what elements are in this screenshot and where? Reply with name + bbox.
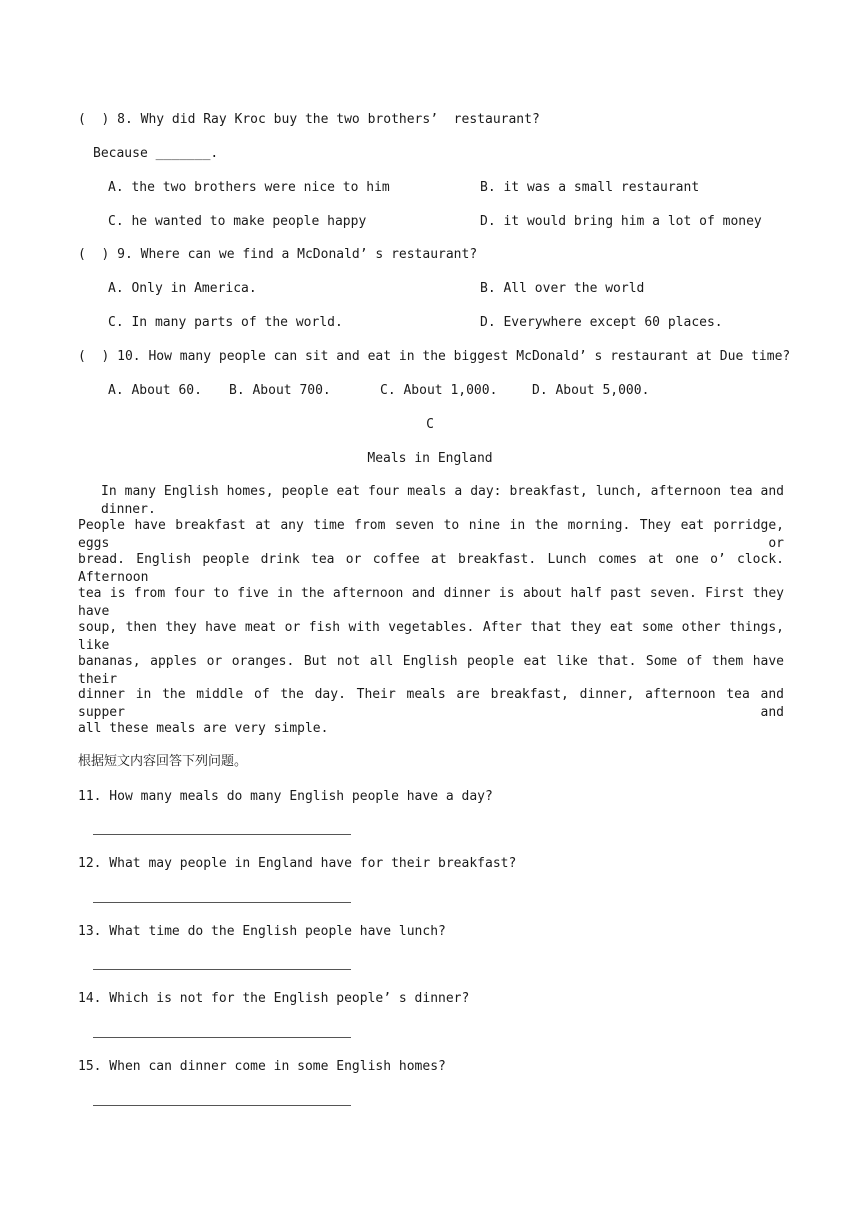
question-9-option-b: B. All over the world [480,281,645,296]
question-10-stem: ( ) 10. How many people can sit and eat in the biggest McDonald’ s restaurant at Due time? [78,349,791,364]
question-10-option-b: B. About 700. [229,383,331,398]
passage-line-3: bread. English people drink tea or coffee at breakfast. Lunch comes at one o’ clock. Afternoon [78,552,784,585]
passage-line-5: soup, then they have meat or fish with vegetables. After that they eat some other things, like [78,620,784,653]
passage-line-7: dinner in the middle of the day. Their meals are breakfast, dinner, afternoon tea and supper and [78,687,784,720]
passage-line-6: bananas, apples or oranges. But not all English people eat like that. Some of them have their [78,654,784,687]
answer-line-15[interactable] [93,1105,351,1106]
question-8-option-c: C. he wanted to make people happy [108,214,367,229]
passage-line-8: all these meals are very simple. [78,721,329,736]
section-letter: C [426,417,434,432]
question-14: 14. Which is not for the English people’ s dinner? [78,991,470,1006]
question-11: 11. How many meals do many English people have a day? [78,789,493,804]
passage-line-4: tea is from four to five in the afternoon and dinner is about half past seven. First they have [78,586,784,619]
question-10-option-a: A. About 60. [108,383,202,398]
question-15: 15. When can dinner come in some English homes? [78,1059,446,1074]
question-12: 12. What may people in England have for their breakfast? [78,856,517,871]
passage-title: Meals in England [367,451,493,466]
answer-line-13[interactable] [93,969,351,970]
answer-line-11[interactable] [93,834,351,835]
question-10-option-c: C. About 1,000. [380,383,498,398]
passage-line-2: People have breakfast at any time from seven to nine in the morning. They eat porridge, eggs or [78,518,784,551]
question-8-option-a: A. the two brothers were nice to him [108,180,390,195]
question-8-lead: Because _______. [93,146,219,161]
question-8-option-b: B. it was a small restaurant [480,180,700,195]
question-8-stem: ( ) 8. Why did Ray Kroc buy the two brothers’ restaurant? [78,112,540,127]
instruction-text: 根据短文内容回答下列问题。 [78,754,248,769]
question-9-option-d: D. Everywhere except 60 places. [480,315,723,330]
answer-line-14[interactable] [93,1037,351,1038]
question-10-option-d: D. About 5,000. [532,383,650,398]
question-9-option-a: A. Only in America. [108,281,257,296]
question-9-stem: ( ) 9. Where can we find a McDonald’ s restaurant? [78,247,478,262]
question-13: 13. What time do the English people have lunch? [78,924,446,939]
question-9-option-c: C. In many parts of the world. [108,315,343,330]
question-8-option-d: D. it would bring him a lot of money [480,214,762,229]
answer-line-12[interactable] [93,902,351,903]
passage-line-1: In many English homes, people eat four meals a day: breakfast, lunch, afternoon tea and dinner. [101,484,784,517]
